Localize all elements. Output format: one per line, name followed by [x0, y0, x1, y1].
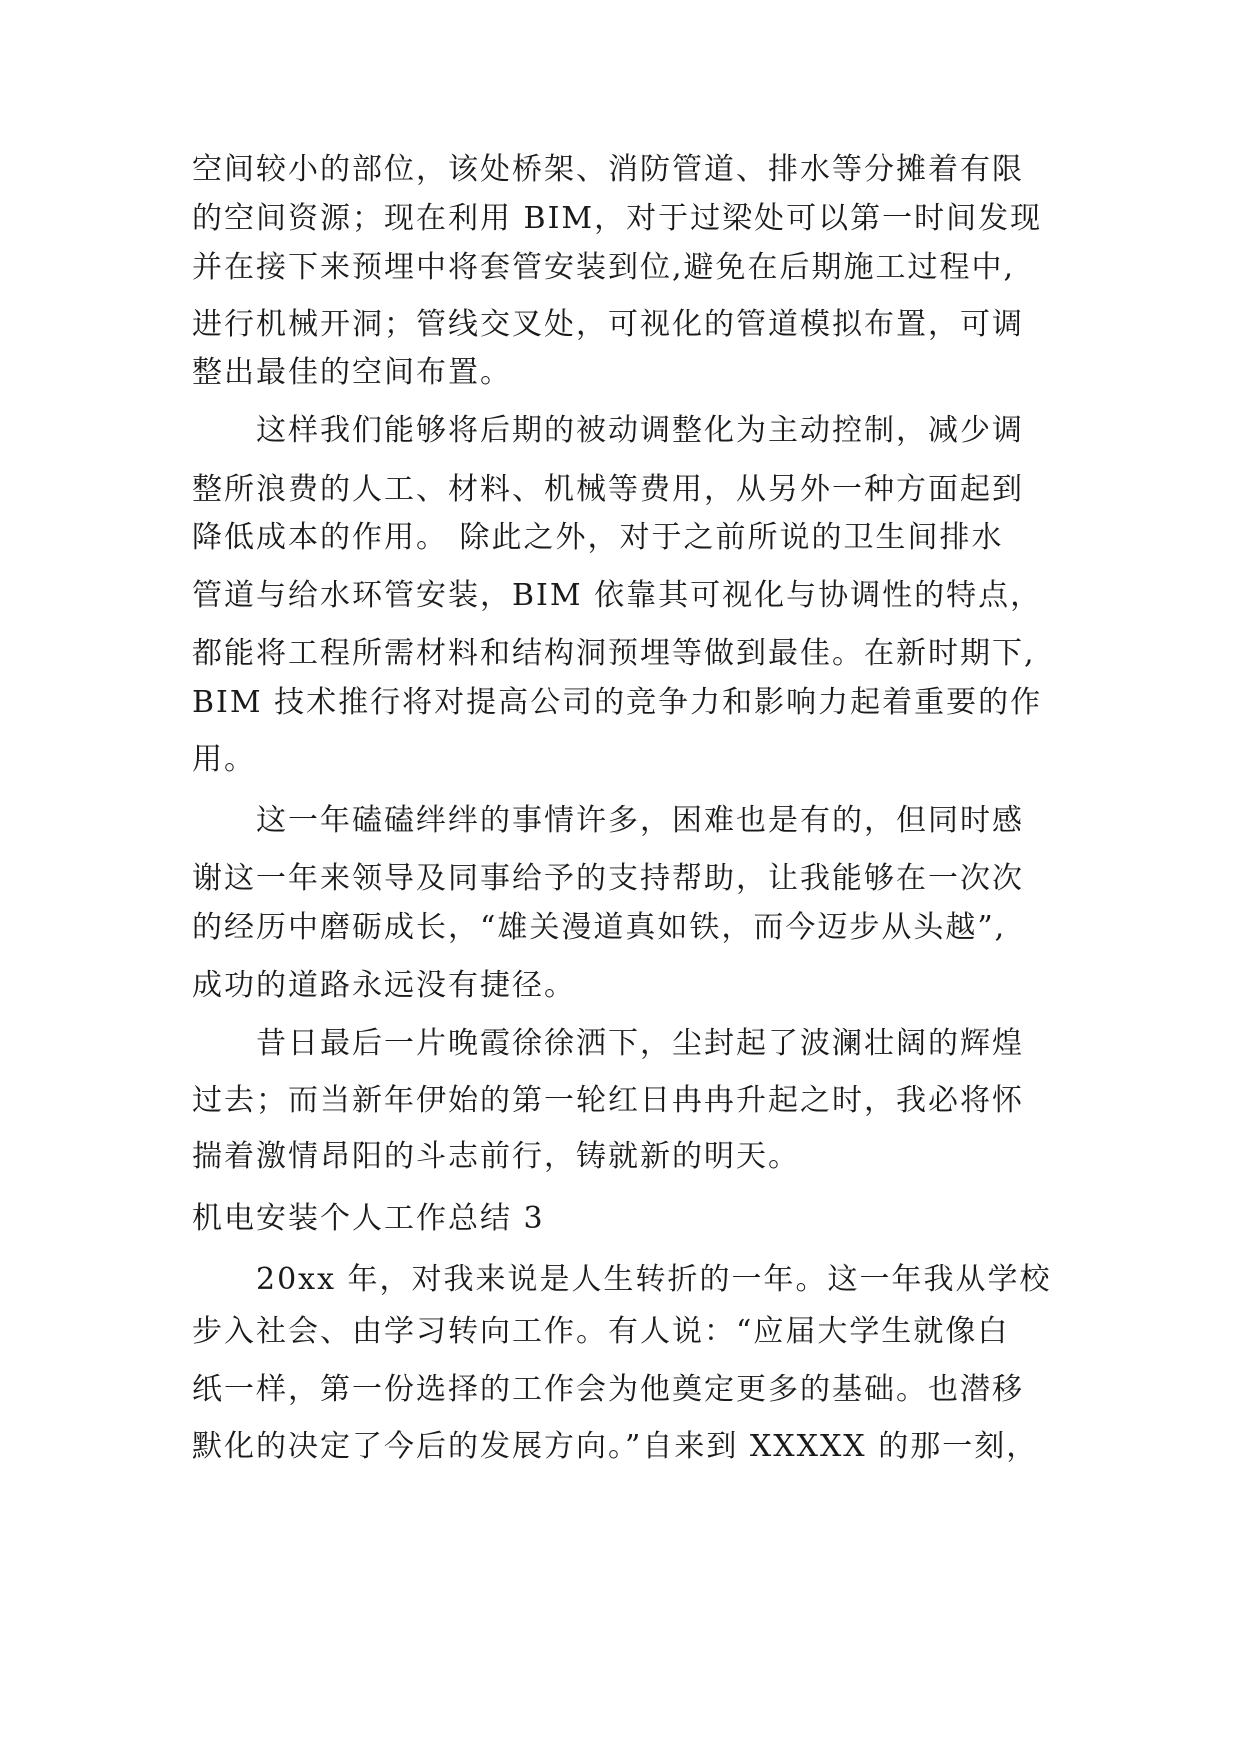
- text-line: 纸一样，第一份选择的工作会为他奠定更多的基础。也潜移: [192, 1372, 1024, 1407]
- text-line: 整所浪费的人工、材料、机械等费用，从另外一种方面起到: [192, 472, 1024, 507]
- section-heading: 机电安装个人工作总结 3: [192, 1201, 545, 1236]
- text-line: 步入社会、由学习转向工作。有人说：“应届大学生就像白: [192, 1314, 1010, 1349]
- text-line: 过去；而当新年伊始的第一轮红日冉冉升起之时，我必将怀: [192, 1083, 1024, 1118]
- text-line: 成功的道路永远没有捷径。: [192, 968, 576, 1003]
- paragraph-first-line: 这样我们能够将后期的被动调整化为主动控制，减少调: [256, 413, 1024, 448]
- text-line: 揣着激情昂阳的斗志前行，铸就新的明天。: [192, 1139, 800, 1174]
- text-line: 管道与给水环管安装，BIM 依靠其可视化与协调性的特点，: [192, 578, 1043, 613]
- paragraph-first-line: 20xx 年，对我来说是人生转折的一年。这一年我从学校: [256, 1262, 1052, 1297]
- text-line: 的空间资源；现在利用 BIM，对于过梁处可以第一时间发现: [192, 201, 1043, 236]
- paragraph-first-line: 这一年磕磕绊绊的事情许多，困难也是有的，但同时感: [256, 803, 1024, 838]
- text-line: 的经历中磨砺成长，“雄关漫道真如铁，而今迈步从头越”,: [192, 910, 1007, 945]
- text-line: 并在接下来预埋中将套管安装到位,避免在后期施工过程中,: [192, 250, 1016, 285]
- text-line: 用。: [192, 742, 256, 777]
- text-line: BIM 技术推行将对提高公司的竞争力和影响力起着重要的作: [192, 685, 1043, 720]
- text-line: 都能将工程所需材料和结构洞预埋等做到最佳。在新时期下,: [192, 636, 1036, 671]
- text-line: 降低成本的作用。 除此之外，对于之前所说的卫生间排水: [192, 520, 1004, 555]
- text-line: 谢这一年来领导及同事给予的支持帮助，让我能够在一次次: [192, 861, 1024, 896]
- text-line: 默化的决定了今后的发展方向。”自来到 XXXXX 的那一刻，: [192, 1429, 1039, 1464]
- text-line: 整出最佳的空间布置。: [192, 355, 512, 390]
- text-line: 进行机械开洞；管线交叉处，可视化的管道模拟布置，可调: [192, 307, 1024, 342]
- text-line: 空间较小的部位，该处桥架、消防管道、排水等分摊着有限: [192, 152, 1024, 187]
- paragraph-first-line: 昔日最后一片晚霞徐徐洒下，尘封起了波澜壮阔的辉煌: [256, 1026, 1024, 1061]
